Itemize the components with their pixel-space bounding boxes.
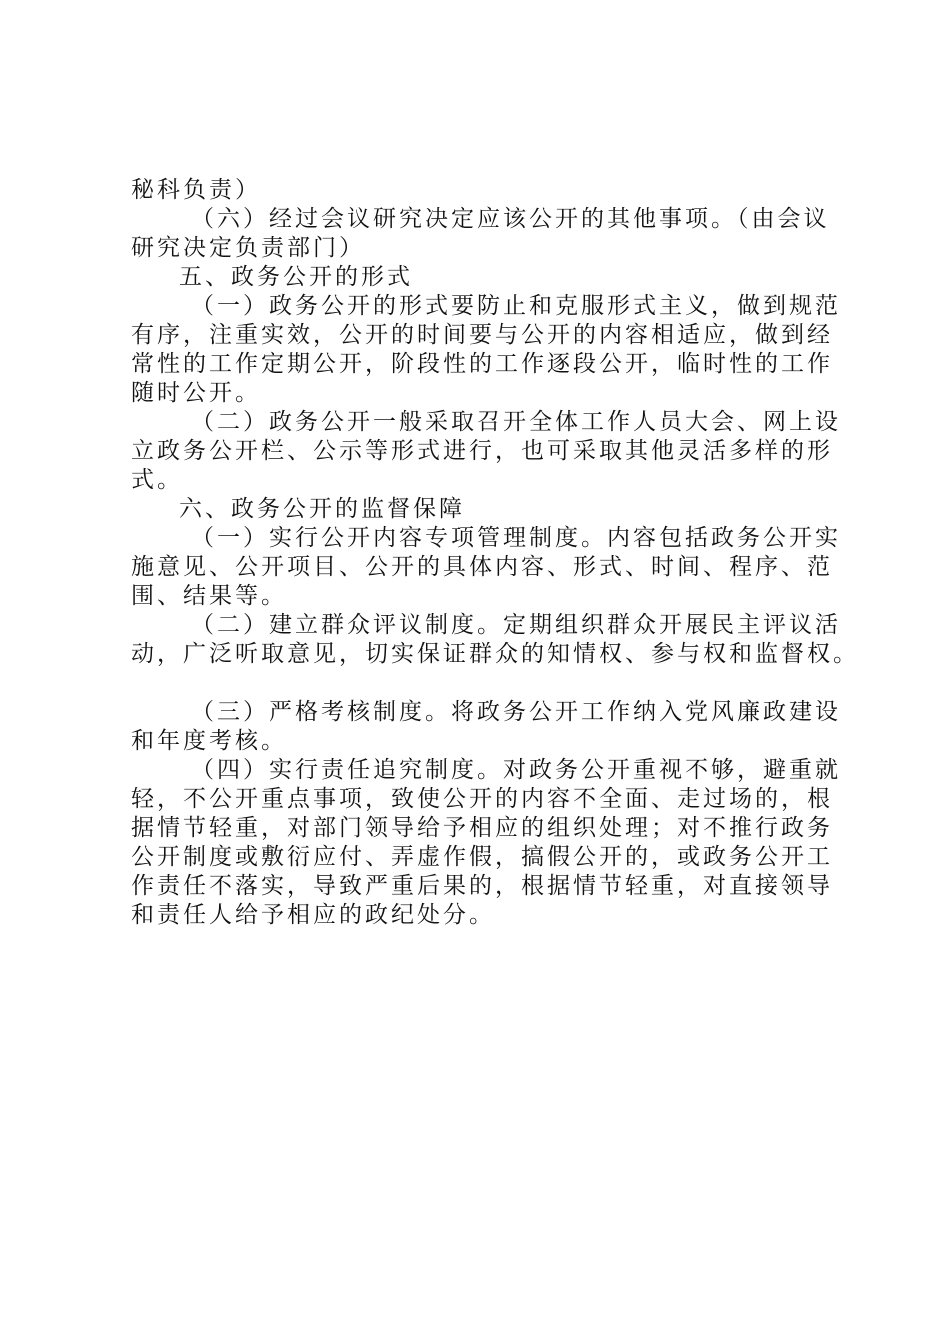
text-line: 围、结果等。 [131, 583, 287, 609]
text-line: （四）实行责任追究制度。对政务公开重视不够，避重就 [191, 757, 841, 783]
text-line: 常性的工作定期公开，阶段性的工作逐段公开，临时性的工作 [131, 351, 833, 377]
document-body [131, 176, 859, 930]
text-line: 和年度考核。 [131, 728, 287, 754]
section-heading: 六、政务公开的监督保障 [179, 496, 465, 522]
text-line: （一）政务公开的形式要防止和克服形式主义，做到规范 [191, 293, 841, 319]
text-line: 据情节轻重，对部门领导给予相应的组织处理；对不推行政务 [131, 815, 833, 841]
text-line: 随时公开。 [131, 380, 261, 406]
blank-line [131, 669, 831, 698]
section-heading: 五、政务公开的形式 [179, 264, 413, 290]
text-line: 秘科负责） [131, 177, 261, 203]
text-line: 和责任人给予相应的政纪处分。 [131, 902, 495, 928]
text-line: 动，广泛听取意见，切实保证群众的知情权、参与权和监督权。 [131, 641, 859, 667]
text-line: 立政务公开栏、公示等形式进行，也可采取其他灵活多样的形 [131, 438, 833, 464]
text-line: （六）经过会议研究决定应该公开的其他事项。（由会议 [191, 206, 830, 232]
text-line: （二）建立群众评议制度。定期组织群众开展民主评议活 [191, 612, 841, 638]
text-line: 式。 [131, 467, 183, 493]
text-line: 研究决定负责部门） [131, 235, 365, 261]
text-line: 有序，注重实效，公开的时间要与公开的内容相适应，做到经 [131, 322, 833, 348]
text-line: （二）政务公开一般采取召开全体工作人员大会、网上设 [191, 409, 841, 435]
text-line: （一）实行公开内容专项管理制度。内容包括政务公开实 [191, 525, 841, 551]
text-line: （三）严格考核制度。将政务公开工作纳入党风廉政建设 [191, 699, 841, 725]
text-line: 轻，不公开重点事项，致使公开的内容不全面、走过场的，根 [131, 786, 833, 812]
text-line: 公开制度或敷衍应付、弄虚作假，搞假公开的，或政务公开工 [131, 844, 833, 870]
text-line: 施意见、公开项目、公开的具体内容、形式、时间、程序、范 [131, 554, 833, 580]
text-line: 作责任不落实，导致严重后果的，根据情节轻重，对直接领导 [131, 873, 833, 899]
